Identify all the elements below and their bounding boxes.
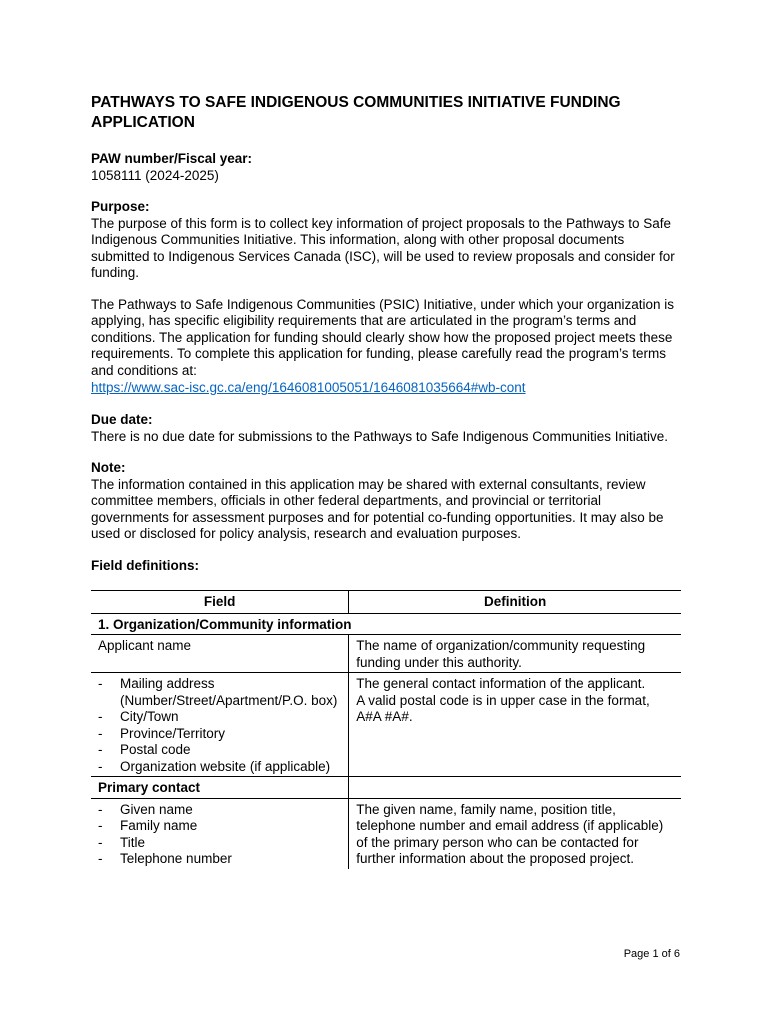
contact-definition-2: A valid postal code is in upper case in the format, A#A #A#. bbox=[356, 692, 650, 724]
purpose-paragraph-1: The purpose of this form is to collect key information of project proposals to the Pathways to Safe Indigenous Communities Initiative. This information, along with other proposal documents submitted to Indigenous Services Canada (ISC), will be used to review proposals and consider for funding. bbox=[91, 215, 675, 280]
applicant-name-field: Applicant name bbox=[91, 635, 349, 673]
due-date-label: Due date: bbox=[91, 412, 153, 427]
note-text: The information contained in this application may be shared with external consultants, review committee members, officials in other federal departments, and provincial or territorial governments for assessment purposes and for potential co-funding opportunities. It may also be used or disclosed for policy analysis, research and evaluation purposes. bbox=[91, 476, 664, 541]
table-row bbox=[91, 777, 681, 799]
due-date-text: There is no due date for submissions to the Pathways to Safe Indigenous Communities Initiative. bbox=[91, 428, 669, 444]
header-field: Field bbox=[91, 591, 349, 614]
table-header-row bbox=[91, 591, 681, 614]
document-page bbox=[91, 93, 681, 869]
document-title: PATHWAYS TO SAFE INDIGENOUS COMMUNITIES INITIATIVE FUNDING APPLICATION bbox=[91, 94, 621, 131]
page-number: Page 1 of 6 bbox=[623, 948, 680, 960]
purpose-label: Purpose: bbox=[91, 199, 150, 214]
contact-definition-cell bbox=[349, 673, 681, 777]
applicant-name-definition: The name of organization/community requesting funding under this authority. bbox=[349, 635, 681, 673]
table-row bbox=[91, 635, 681, 673]
list-item: - Telephone number bbox=[98, 851, 341, 868]
primary-contact-heading: Primary contact bbox=[91, 777, 349, 799]
table-row bbox=[91, 613, 681, 635]
list-item: - City/Town bbox=[98, 709, 341, 726]
paw-section bbox=[91, 151, 681, 184]
primary-contact-fields-list bbox=[98, 802, 341, 868]
table-row bbox=[91, 673, 681, 777]
terms-link[interactable]: https://www.sac-isc.gc.ca/eng/1646081005051/1646081035664#wb-cont bbox=[91, 380, 526, 395]
section-1-heading: 1. Organization/Community information bbox=[91, 613, 681, 635]
field-definitions-table bbox=[91, 590, 681, 869]
paw-label: PAW number/Fiscal year: bbox=[91, 151, 253, 166]
list-item: - Title bbox=[98, 835, 341, 852]
list-item: - Organization website (if applicable) bbox=[98, 759, 341, 776]
contact-fields-cell bbox=[91, 673, 349, 777]
note-label: Note: bbox=[91, 460, 126, 475]
purpose-section bbox=[91, 199, 681, 282]
primary-contact-heading-spacer bbox=[349, 777, 681, 799]
table-row bbox=[91, 798, 681, 869]
paw-value: 1058111 (2024-2025) bbox=[91, 167, 219, 183]
purpose-paragraph-2: The Pathways to Safe Indigenous Communities (PSIC) Initiative, under which your organization is applying, has specific eligibility requirements that are articulated in the program’s terms and conditions. The application for funding should clearly show how the proposed project meets these requirements. To complete this application for funding, please carefully read the program’s terms and conditions at: bbox=[91, 296, 675, 378]
list-item: - Given name bbox=[98, 802, 341, 819]
contact-definition-1: The general contact information of the applicant. bbox=[356, 676, 646, 691]
field-definitions-label: Field definitions: bbox=[91, 557, 199, 573]
header-definition: Definition bbox=[349, 591, 681, 614]
due-date-section bbox=[91, 412, 681, 445]
list-item: - Mailing address (Number/Street/Apartment/P.O. box) bbox=[98, 676, 341, 709]
list-item: - Family name bbox=[98, 818, 341, 835]
list-item: - Postal code bbox=[98, 742, 341, 759]
note-section bbox=[91, 460, 681, 543]
primary-contact-definition: The given name, family name, position title, telephone number and email address (if applicable) of the primary person who can be contacted for further information about the proposed project. bbox=[356, 801, 664, 866]
primary-contact-fields-cell bbox=[91, 798, 349, 869]
purpose-continued bbox=[91, 297, 681, 398]
list-item: - Province/Territory bbox=[98, 726, 341, 743]
contact-fields-list bbox=[98, 676, 341, 775]
